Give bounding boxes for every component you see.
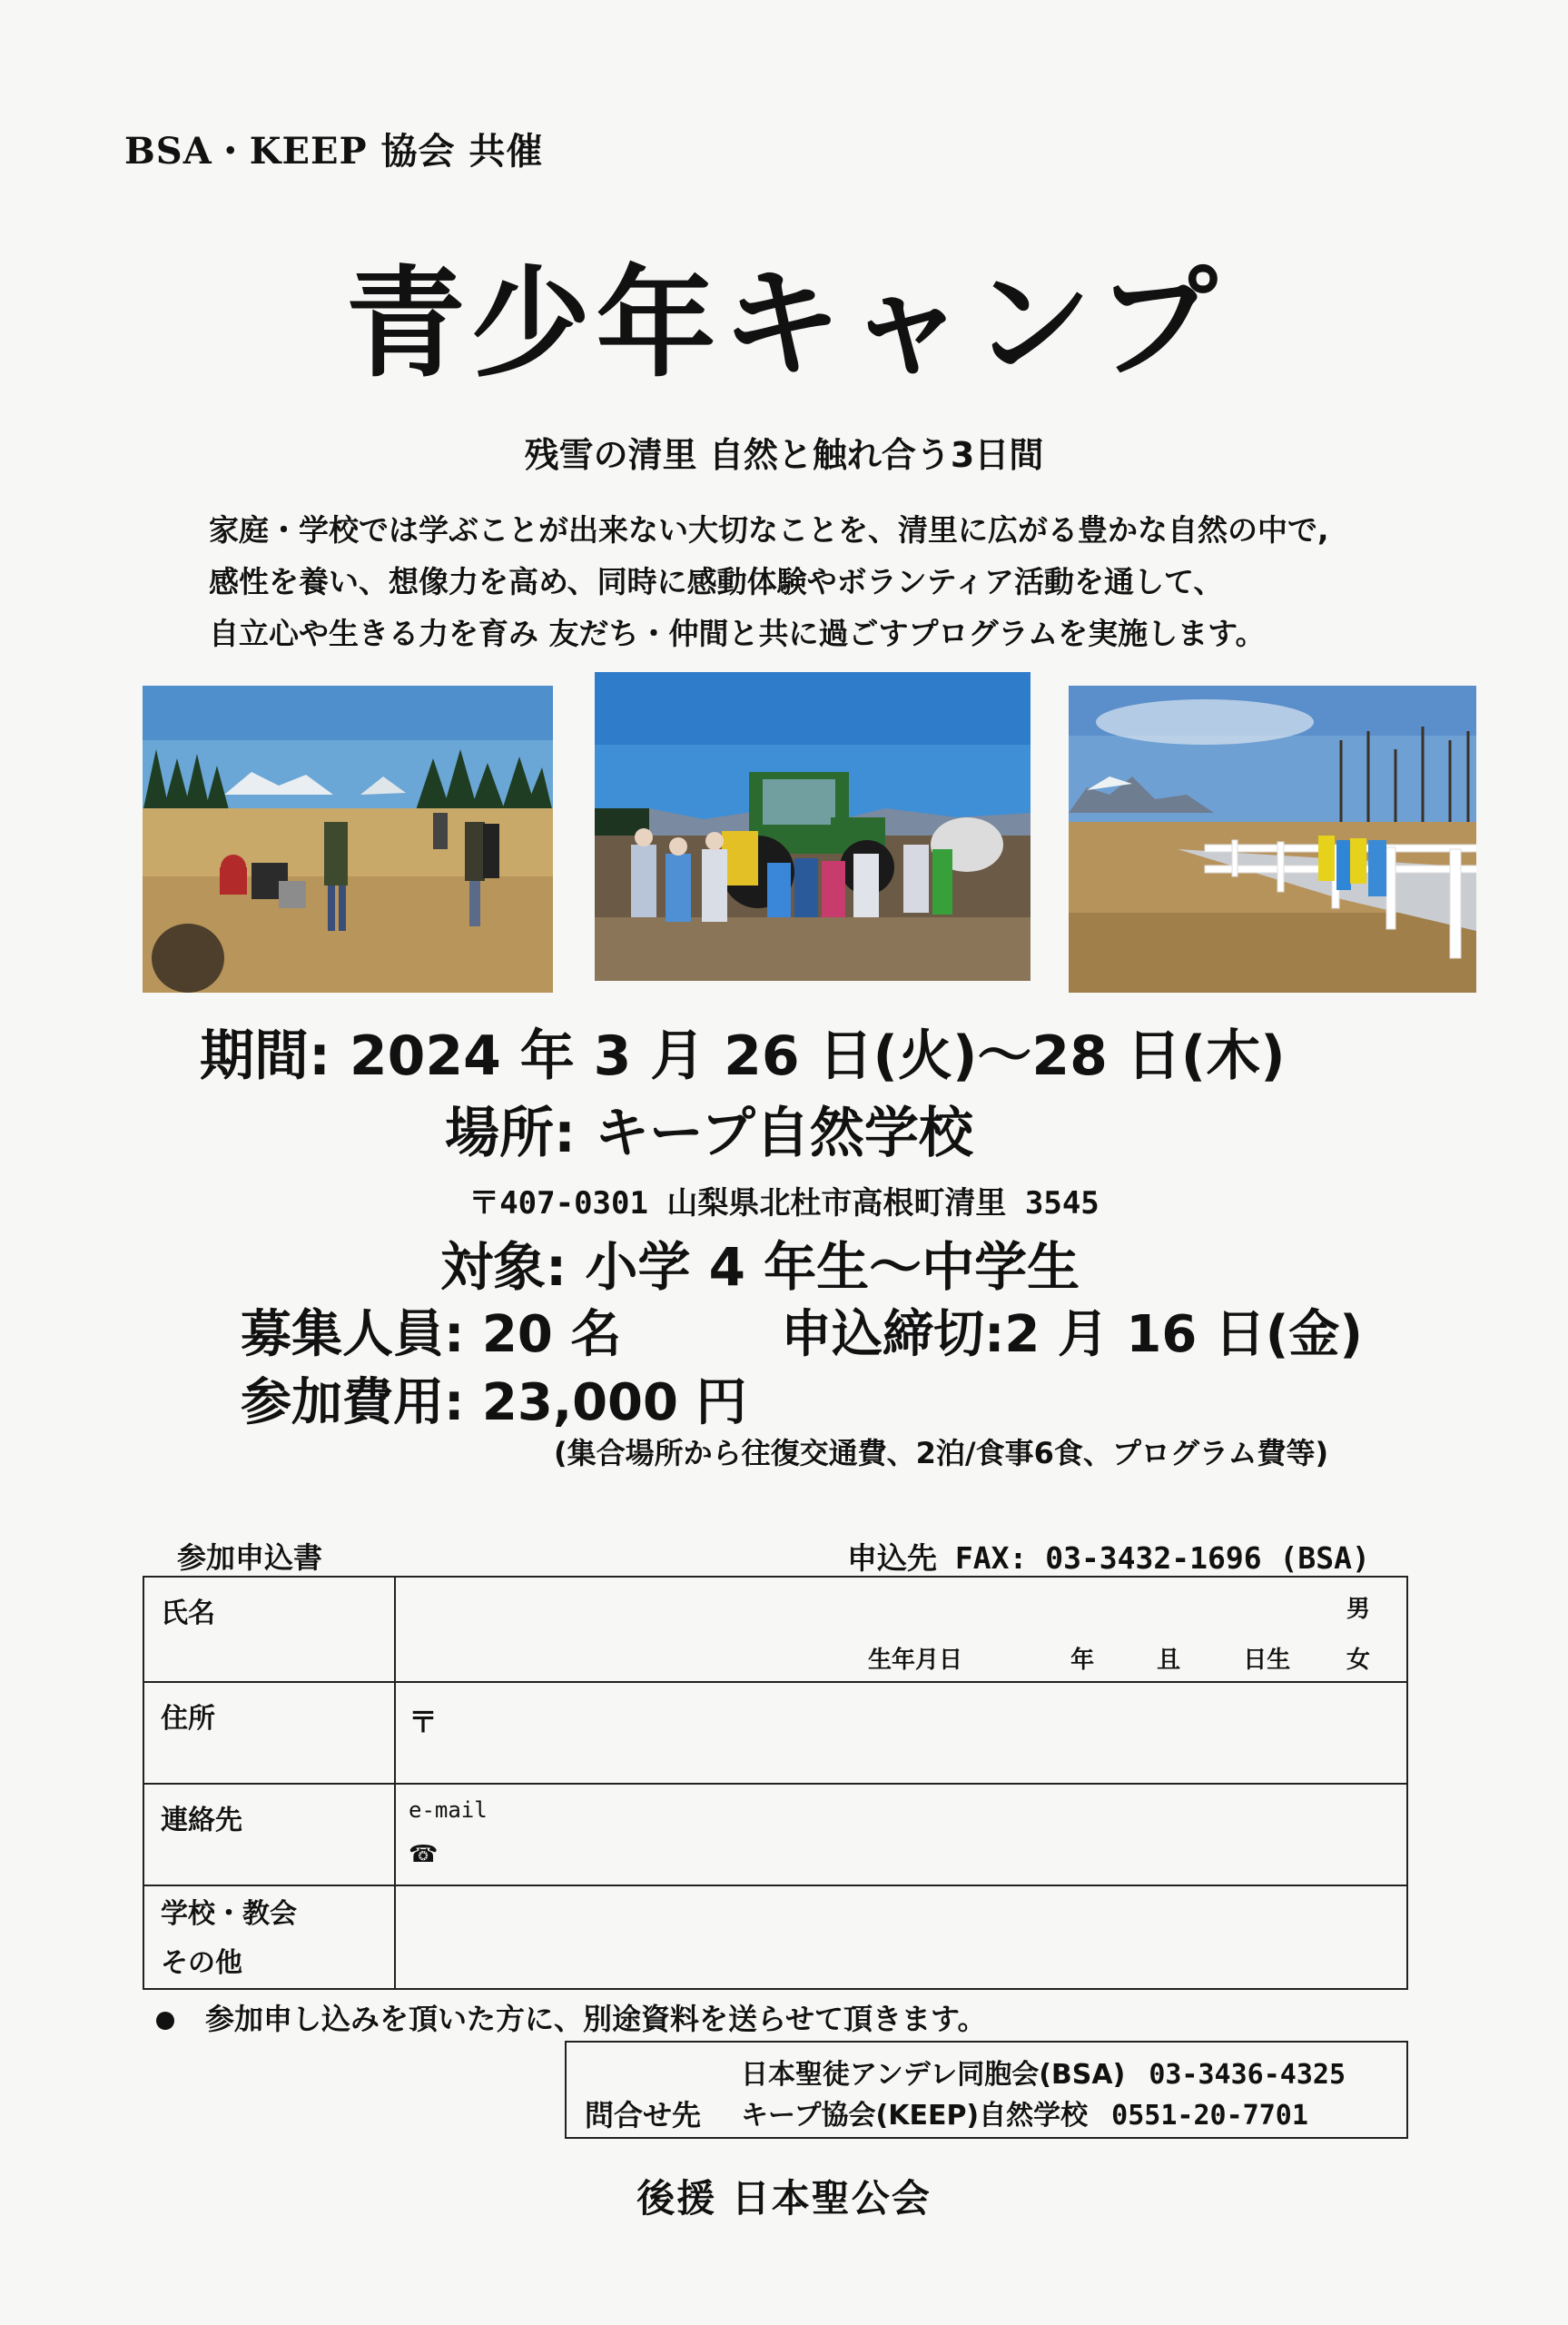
form-row-school	[143, 1885, 1407, 1989]
school-label-line: 学校・教会	[161, 1898, 297, 1930]
email-label: e-mail	[409, 1797, 488, 1823]
event-target: 対象: 小学 4 年生～中学生	[440, 1236, 1080, 1298]
intro-line: 自立心や生きる力を育み 友だち・仲間と共に過ごすプログラムを実施します。	[209, 616, 1266, 651]
inquiry-box	[565, 2041, 1408, 2139]
application-form	[143, 1576, 1408, 1990]
event-place: 場所: キープ自然学校	[445, 1102, 973, 1165]
field-gathering-photo	[143, 686, 553, 993]
contact-bsa	[741, 2052, 1346, 2092]
name-field[interactable]	[395, 1577, 1407, 1682]
note-text: 参加申し込みを頂いた方に、別途資料を送らせて頂きます。	[205, 2002, 987, 2036]
school-field[interactable]	[395, 1885, 1407, 1989]
org-bsa: 日本聖徒アンデレ同胞会(BSA)	[741, 2059, 1126, 2091]
address-field[interactable]	[395, 1682, 1407, 1784]
birth-month-label: 且	[1157, 1647, 1181, 1674]
female-option[interactable]: 女	[1346, 1647, 1370, 1674]
birth-day-label: 日生	[1243, 1647, 1291, 1674]
school-label-line: その他	[161, 1947, 242, 1979]
fax-number: 申込先 FAX: 03-3432-1696 (BSA)	[847, 1540, 1370, 1576]
bullet-icon	[156, 2012, 174, 2030]
birth-label: 生年月日	[868, 1647, 963, 1674]
event-address: 〒407-0301 山梨県北杜市高根町清里 3545	[468, 1185, 1100, 1222]
sponsor-text: 後援 日本聖公会	[636, 2176, 932, 2221]
address-label: 住所	[143, 1682, 395, 1784]
birthdate-field[interactable]	[868, 1641, 1290, 1675]
contact-keep	[741, 2092, 1308, 2132]
intro-line: 感性を養い、想像力を高め、同時に感動体験やボランティア活動を通して、	[209, 564, 1224, 599]
form-row-name	[143, 1577, 1407, 1682]
male-option[interactable]: 男	[1346, 1596, 1370, 1623]
tractor-children-photo	[595, 672, 1031, 981]
contact-label: 連絡先	[143, 1784, 395, 1885]
intro-line: 家庭・学校では学ぶことが出来ない大切なことを、清里に広がる豊かな自然の中で,	[209, 512, 1329, 548]
form-row-contact	[143, 1784, 1407, 1885]
fence-volunteers-photo	[1069, 686, 1476, 993]
org-keep: キープ協会(KEEP)自然学校	[741, 2100, 1089, 2132]
page-title: 青少年キャンプ	[345, 254, 1223, 394]
phone-icon: ☎	[409, 1841, 439, 1868]
fee-note: (集合場所から往復交通費、2泊/食事6食、プログラム費等)	[554, 1436, 1329, 1470]
tel-bsa: 03-3436-4325	[1149, 2059, 1346, 2091]
name-label: 氏名	[143, 1577, 395, 1682]
contact-field[interactable]	[395, 1784, 1407, 1885]
birth-year-label: 年	[1070, 1647, 1095, 1674]
postal-mark: 〒	[409, 1705, 439, 1739]
intro-paragraph	[209, 504, 1329, 659]
subtitle: 残雪の清里 自然と触れ合う3日間	[524, 435, 1044, 475]
recruit-count: 募集人員: 20 名	[241, 1305, 622, 1364]
cohost-text: BSA・KEEP 協会 共催	[124, 130, 544, 173]
tel-keep: 0551-20-7701	[1111, 2100, 1308, 2132]
school-label	[143, 1885, 395, 1989]
event-period: 期間: 2024 年 3 月 26 日(火)～28 日(木)	[200, 1024, 1286, 1088]
form-title: 参加申込書	[177, 1540, 323, 1575]
application-deadline: 申込締切:2 月 16 日(金)	[781, 1305, 1363, 1364]
inquiry-label: 問合せ先	[585, 2098, 702, 2132]
form-row-address	[143, 1682, 1407, 1784]
application-note	[156, 1996, 986, 2038]
participation-fee: 参加費用: 23,000 円	[241, 1373, 747, 1432]
